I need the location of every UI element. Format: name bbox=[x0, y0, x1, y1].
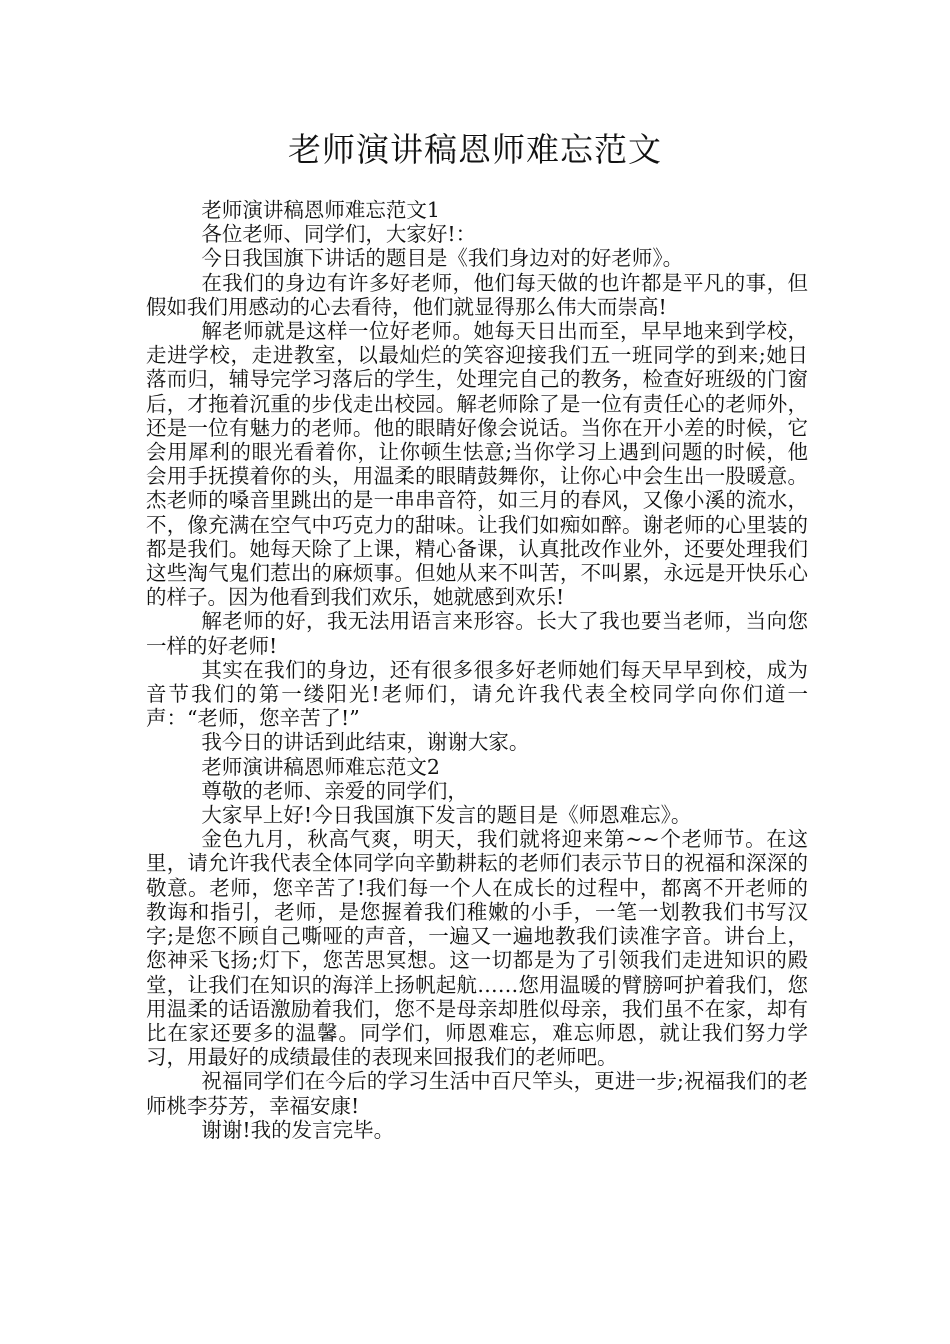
paragraph: 其实在我们的身边，还有很多很多好老师她们每天早早到校，成为音节我们的第一缕阳光!老师们，请允许我代表全校同学向你们道一声：“老师，您辛苦了!” bbox=[146, 657, 808, 731]
paragraph-closing-1: 我今日的讲话到此结束，谢谢大家。 bbox=[201, 730, 530, 755]
paragraph: 金色九月，秋高气爽，明天，我们就将迎来第~~个老师节。在这里，请允许我代表全体同学向辛勤耕耘的老师们表示节日的祝福和深深的敬意。老师，您辛苦了!我们每一个人在成长的过程中，都离不开老师的教诲和指引，老师，是您握着我们稚嫩的小手，一笔一划教我们书写汉字;是您不顾自己嘶哑的声音，一遍又一遍地教我们读准字音。讲台上，您神采飞扬;灯下，您苦思冥想。这一切都是为了引领我们走进知识的殿堂，让我们在知识的海洋上扬帆起航……您用温暖的臂膀呵护着我们，您用温柔的话语激励着我们，您不是母亲却胜似母亲，我们虽不在家，却有比在家还要多的温馨。同学们，师恩难忘，难忘师恩，就让我们努力学习，用最好的成绩最佳的表现来回报我们的老师吧。 bbox=[146, 827, 808, 1070]
paragraph: 祝福同学们在今后的学习生活中百尺竿头，更进一步;祝福我们的老师桃李芬芳，幸福安康! bbox=[146, 1069, 808, 1118]
paragraph: 解老师就是这样一位好老师。她每天日出而至，早早地来到学校，走进学校，走进教室，以最灿烂的笑容迎接我们五一班同学的到来;她日落而归，辅导完学习落后的学生，处理完自己的教务，检查好班级的门窗后，才拖着沉重的步伐走出校园。解老师除了是一位有责任心的老师外，还是一位有魅力的老师。他的眼睛好像会说话。当你在开小差的时候，它会用犀利的眼光看着你，让你顿生怯意;当你学习上遇到问题的时候，他会用手抚摸着你的头，用温柔的眼睛鼓舞你，让你心中会生出一股暖意。杰老师的嗓音里跳出的是一串串音符，如三月的春风，又像小溪的流水，不，像充满在空气中巧克力的甜味。让我们如痴如醉。谢老师的心里装的都是我们。她每天除了上课，精心备课，认真批改作业外，还要处理我们这些淘气鬼们惹出的麻烦事。但她从来不叫苦，不叫累，永远是开快乐心的样子。因为他看到我们欢乐，她就感到欢乐! bbox=[146, 319, 808, 610]
paragraph-greeting-2: 尊敬的老师、亲爱的同学们， bbox=[201, 778, 468, 803]
paragraph: 解老师的好，我无法用语言来形容。长大了我也要当老师，当向您一样的好老师! bbox=[146, 609, 808, 658]
paragraph: 在我们的身边有许多好老师，他们每天做的也许都是平凡的事，但假如我们用感动的心去看待，他们就显得那么伟大而崇高! bbox=[146, 270, 808, 319]
paragraph-greeting-1: 各位老师、同学们，大家好!： bbox=[201, 222, 477, 247]
paragraph-closing-2: 谢谢!我的发言完毕。 bbox=[201, 1117, 395, 1142]
document-body bbox=[146, 198, 808, 1142]
paragraph: 大家早上好!今日我国旗下发言的题目是《师恩难忘》。 bbox=[201, 803, 692, 828]
paragraph-heading-2: 老师演讲稿恩师难忘范文2 bbox=[201, 754, 440, 779]
paragraph: 今日我国旗下讲话的题目是《我们身边对的好老师》。 bbox=[201, 246, 684, 271]
document-title: 老师演讲稿恩师难忘范文 bbox=[288, 130, 662, 169]
paragraph-heading-1: 老师演讲稿恩师难忘范文1 bbox=[201, 198, 440, 222]
